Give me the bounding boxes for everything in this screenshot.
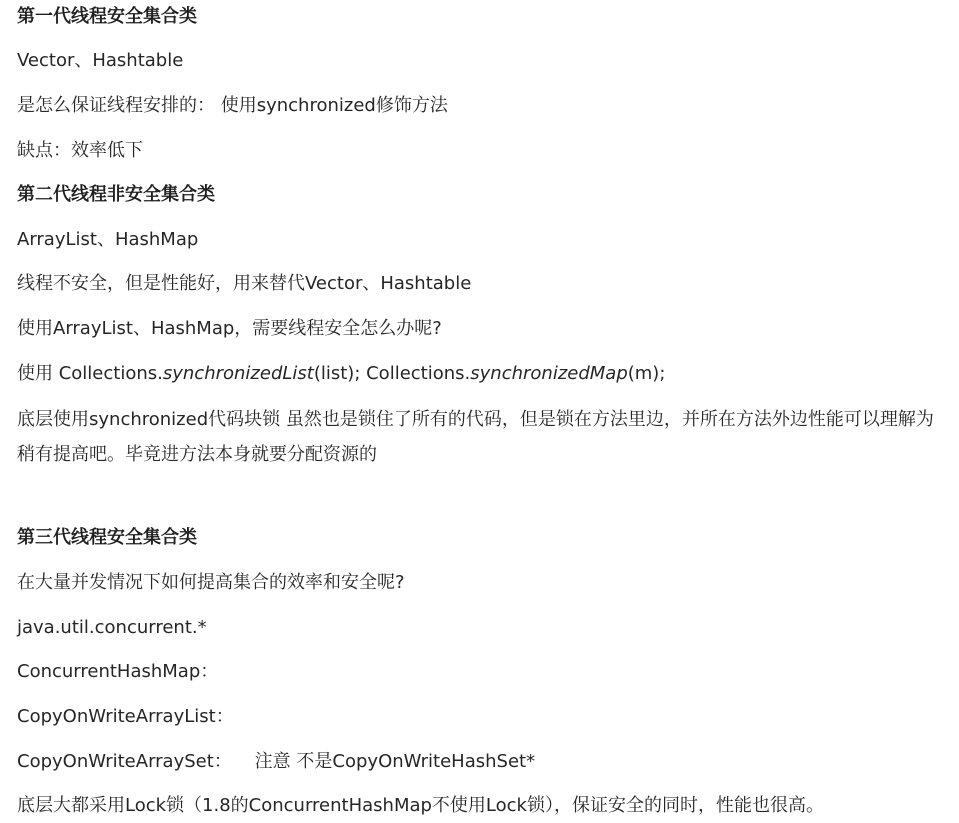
section3-item-copyonwritearrayset: CopyOnWriteArraySet： 注意 不是CopyOnWriteHashSet* — [17, 751, 536, 772]
section3-summary: 底层大都采用Lock锁（1.8的ConcurrentHashMap不使用Lock锁），保证安全的同时，性能也很高。 — [17, 795, 824, 816]
section3-package: java.util.concurrent.* — [17, 617, 207, 638]
section3-item-copyonwritearraylist: CopyOnWriteArrayList： — [17, 706, 234, 727]
section1-heading: 第一代线程安全集合类 — [17, 6, 197, 27]
usage-suffix: (m); — [627, 363, 666, 384]
section2-usage — [17, 358, 665, 390]
section3-heading: 第三代线程安全集合类 — [17, 527, 197, 548]
section1-classes: Vector、Hashtable — [17, 50, 184, 71]
section2-question: 使用ArrayList、HashMap，需要线程安全怎么办呢? — [17, 318, 442, 339]
section2-classes: ArrayList、HashMap — [17, 229, 199, 250]
usage-prefix: 使用 Collections. — [17, 363, 163, 384]
section2-note: 线程不安全，但是性能好，用来替代Vector、Hashtable — [17, 273, 472, 294]
usage-method-synchronizedmap: synchronizedMap — [470, 363, 628, 384]
section3-item-concurrenthashmap: ConcurrentHashMap： — [17, 661, 219, 682]
usage-mid: (list); Collections. — [313, 363, 471, 384]
section2-explain: 底层使用synchronized代码块锁 虽然也是锁住了所有的代码，但是锁在方法里边，并所在方法外边性能可以理解为稍有提高吧。毕竟进方法本身就要分配资源的 — [17, 409, 934, 465]
usage-method-synchronizedlist: synchronizedList — [162, 363, 314, 384]
section3-question: 在大量并发情况下如何提高集合的效率和安全呢? — [17, 572, 405, 593]
section2-heading: 第二代线程非安全集合类 — [17, 184, 215, 205]
section1-drawback: 缺点：效率低下 — [17, 140, 143, 161]
section1-how: 是怎么保证线程安排的： 使用synchronized修饰方法 — [17, 95, 448, 116]
